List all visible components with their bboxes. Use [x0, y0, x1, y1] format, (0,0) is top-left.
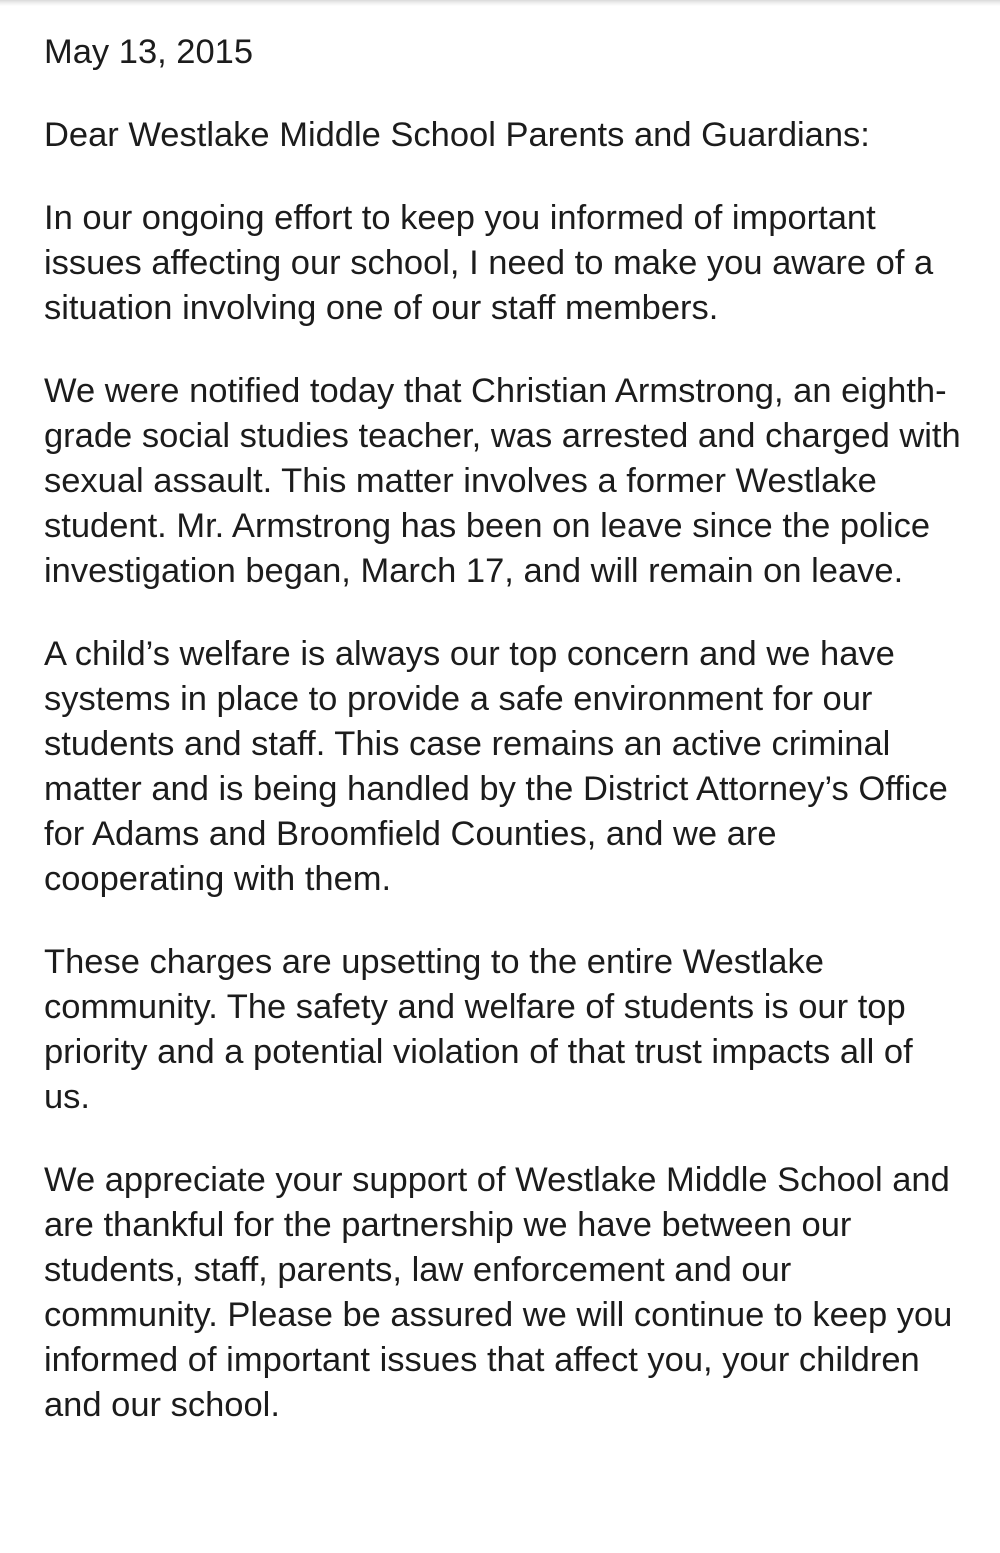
letter-body — [44, 30, 964, 1428]
letter-date: May 13, 2015 — [44, 33, 254, 71]
paragraph-community-impact: These charges are upsetting to the entire Westlake community. The safety and welfare of students is our top priority and a potential violation of that trust impacts all of us. — [44, 943, 913, 1116]
paragraph-closing: We appreciate your support of Westlake Middle School and are thankful for the partnership we have between our students, staff, parents, law enforcement and our community. Please be assured we will continue to keep you informed of important issues that affect you, your children and our school. — [44, 1161, 953, 1424]
paragraph-intro: In our ongoing effort to keep you informed of important issues affecting our school, I need to make you aware of a situation involving one of our staff members. — [44, 199, 934, 327]
paragraph-arrest-notice: We were notified today that Christian Armstrong, an eighth-grade social studies teacher, was arrested and charged with sexual assault. This matter involves a former Westlake student. Mr. Armstrong has been on leave since the police investigation began, March 17, and will remain on leave. — [44, 372, 961, 590]
top-edge-shadow — [0, 0, 1000, 6]
letter-salutation: Dear Westlake Middle School Parents and Guardians: — [44, 116, 870, 154]
paragraph-child-welfare: A child’s welfare is always our top concern and we have systems in place to provide a safe environment for our students and staff. This case remains an active criminal matter and is being handled by the District Attorney’s Office for Adams and Broomfield Counties, and we are cooperating with them. — [44, 635, 948, 898]
